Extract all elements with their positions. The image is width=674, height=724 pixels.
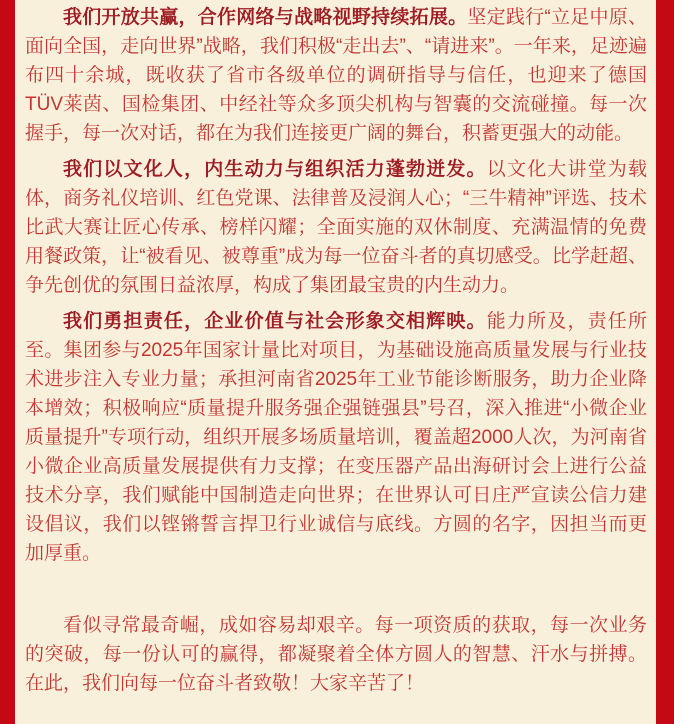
paragraph-body-closing-tribute: 看似寻常最奇崛，成如容易却艰辛。每一项资质的获取，每一次业务的突破，每一份认可的赢得，都凝聚着全体方圆人的智慧、汗水与拼搏。在此，我们向每一位奋斗者致敬！大家辛苦了！ [25,615,647,694]
paragraph-body-culture: 以文化大讲堂为载体，商务礼仪培训、红色党课、法律普及浸润人心；“三牛精神”评选、技术比武大赛让匠心传承、榜样闪耀；全面实施的双休制度、充满温情的免费用餐政策，让“被看见、被尊重”成为每一位奋斗者的真切感受。比学赶超、争先创优的氛围日益浓厚，构成了集团最宝贵的内生动力。 [25,159,647,296]
left-red-border [0,0,15,724]
paragraph-lead-culture: 我们以文化人，内生动力与组织活力蓬勃迸发。 [63,159,487,180]
right-red-border [656,0,674,724]
paragraph-culture [25,155,647,300]
paragraph-lead-open-win: 我们开放共赢，合作网络与战略视野持续拓展。 [63,7,468,28]
article-content [15,0,656,724]
paragraph-open-win [25,3,647,148]
paragraph-body-open-win: 坚定践行“立足中原、面向全国，走向世界”战略，我们积极“走出去”、“请进来”。一年来，足迹遍布四十余城，既收获了省市各级单位的调研指导与信任，也迎来了德国TÜV莱茵、国检集团、中经社等众多顶尖机构与智囊的交流碰撞。每一次握手，每一次对话，都在为我们连接更广阔的舞台，积蓄更强大的动能。 [25,7,647,144]
paragraph-closing-tribute [25,611,647,698]
paragraph-lead-responsibility: 我们勇担责任，企业价值与社会形象交相辉映。 [63,311,487,332]
paragraph-body-responsibility: 能力所及，责任所至。集团参与2025年国家计量比对项目，为基础设施高质量发展与行业技术进步注入专业力量；承担河南省2025年工业节能诊断服务，助力企业降本增效；积极响应“质量提升服务强企强链强县”号召，深入推进“小微企业质量提升”专项行动，组织开展多场质量培训，覆盖超2000人次，为河南省小微企业高质量发展提供有力支撑；在变压器产品出海研讨会上进行公益技术分享，我们赋能中国制造走向世界；在世界认可日庄严宣读公信力建设倡议，我们以铿锵誓言捍卫行业诚信与底线。方圆的名字，因担当而更加厚重。 [25,311,647,564]
paragraph-responsibility [25,307,647,568]
